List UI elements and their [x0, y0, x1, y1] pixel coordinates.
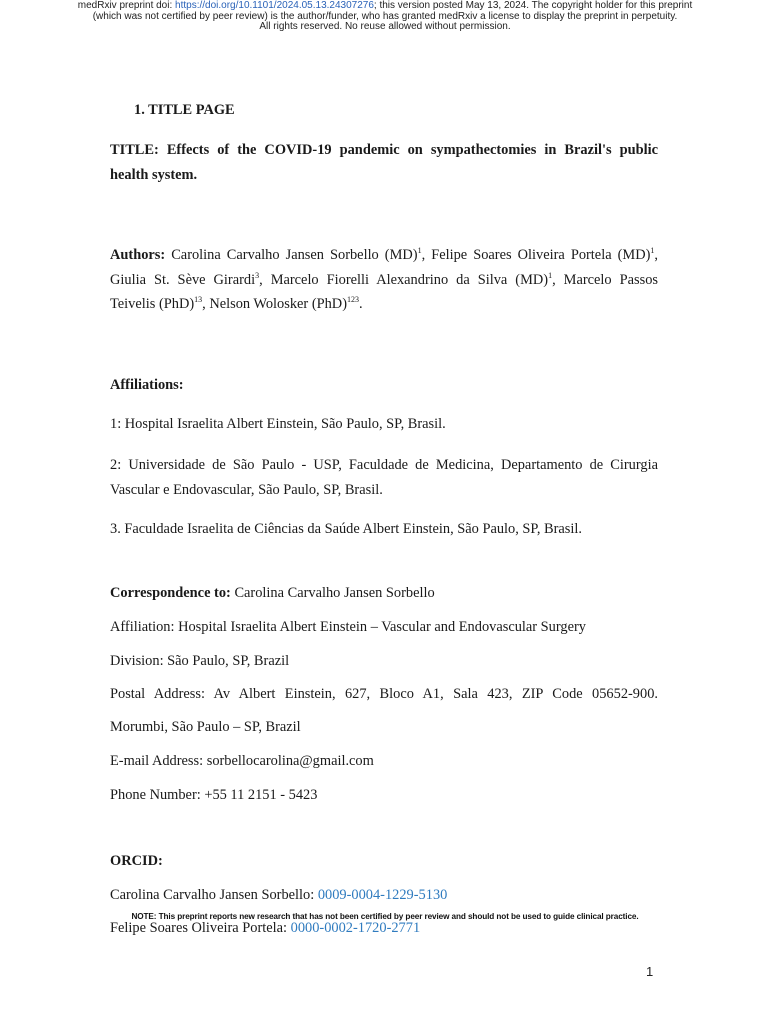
authors-end: . — [359, 296, 363, 312]
header-line-2: (which was not certified by peer review) is the author/funder, who has granted medRxiv a license to display the preprint in perpetuity. — [92, 10, 678, 22]
header-doi-prefix: medRxiv preprint doi: — [77, 0, 176, 11]
author-5-sup: 13 — [194, 295, 203, 305]
affiliations-label: Affiliations: — [110, 377, 184, 393]
title-line-1: Effects of the COVID-19 pandemic on sympathectomies in Brazil's public — [166, 142, 658, 158]
author-4: , Marcelo Fiorelli Alexandrino da Silva (MD) — [259, 271, 549, 288]
author-2: , Felipe Soares Oliveira Portela (MD) — [421, 247, 651, 263]
correspondence-name: Carolina Carvalho Jansen Sorbello — [230, 585, 435, 601]
correspondence-division: Division: São Paulo, SP, Brazil — [110, 653, 290, 669]
affiliation-item-1: 1: Hospital Israelita Albert Einstein, São Paulo, SP, Brasil. — [110, 416, 446, 432]
correspondence-line — [110, 581, 658, 606]
correspondence-email: E-mail Address: sorbellocarolina@gmail.com — [110, 753, 374, 769]
author-1-sup: 1 — [417, 246, 422, 256]
author-3: , Giulia St. Sève Girardi — [110, 247, 658, 288]
orcid-name-2: Felipe Soares Oliveira Portela: — [110, 920, 291, 936]
correspondence-affiliation: Affiliation: Hospital Israelita Albert Einstein – Vascular and Endovascular Surgery — [110, 619, 586, 635]
author-4-sup: 1 — [548, 270, 553, 280]
orcid-name-1: Carolina Carvalho Jansen Sorbello: — [110, 887, 318, 903]
correspondence-postal: Postal Address: Av Albert Einstein, 627, Bloco A1, Sala 423, ZIP Code 05652-900. — [110, 686, 658, 702]
paper-title — [110, 138, 658, 187]
affiliation-item-3: 3. Faculdade Israelita de Ciências da Saúde Albert Einstein, São Paulo, SP, Brasil. — [110, 521, 583, 537]
section-heading: 1. TITLE PAGE — [134, 102, 235, 118]
preprint-note: NOTE: This preprint reports new research that has not been certified by peer review and should not be used to guide clinical practice. — [131, 912, 639, 921]
author-6: , Nelson Wolosker (PhD) — [202, 296, 347, 312]
page-number: 1 — [646, 964, 654, 979]
affiliation-item-2: 2: Universidade de São Paulo - USP, Faculdade de Medicina, Departamento de Cirurgia Vascular e Endovascular, São Paulo, SP, Brasil. — [110, 457, 658, 498]
correspondence-phone: Phone Number: +55 11 2151 - 5423 — [110, 787, 318, 803]
correspondence-label: Correspondence to: — [110, 585, 231, 601]
author-6-sup: 123 — [347, 295, 359, 305]
correspondence-postal-cont: Morumbi, São Paulo – SP, Brazil — [110, 719, 301, 735]
authors-label: Authors: — [110, 247, 166, 263]
author-3-sup: 3 — [255, 270, 260, 280]
orcid-label: ORCID: — [110, 853, 163, 869]
doi-link[interactable]: https://doi.org/10.1101/2024.05.13.24307276 — [175, 0, 374, 11]
title-label: TITLE: — [110, 142, 159, 158]
header-line-1 — [0, 1, 770, 12]
preprint-header — [0, 1, 770, 33]
header-line-3: All rights reserved. No reuse allowed without permission. — [259, 21, 511, 32]
author-5: , Marcelo Passos Teivelis (PhD) — [110, 271, 658, 312]
author-2-sup: 1 — [650, 246, 655, 256]
orcid-link-1[interactable]: 0009-0004-1229-5130 — [317, 887, 448, 903]
title-line-2: health system. — [110, 166, 198, 183]
orcid-link-2[interactable]: 0000-0002-1720-2771 — [290, 920, 421, 936]
authors-block — [110, 243, 658, 317]
header-doi-suffix: ; this version posted May 13, 2024. The copyright holder for this preprint — [373, 0, 693, 11]
author-1: Carolina Carvalho Jansen Sorbello (MD) — [165, 247, 418, 263]
orcid-entry-1 — [110, 883, 658, 908]
orcid-entry-2 — [110, 916, 658, 941]
